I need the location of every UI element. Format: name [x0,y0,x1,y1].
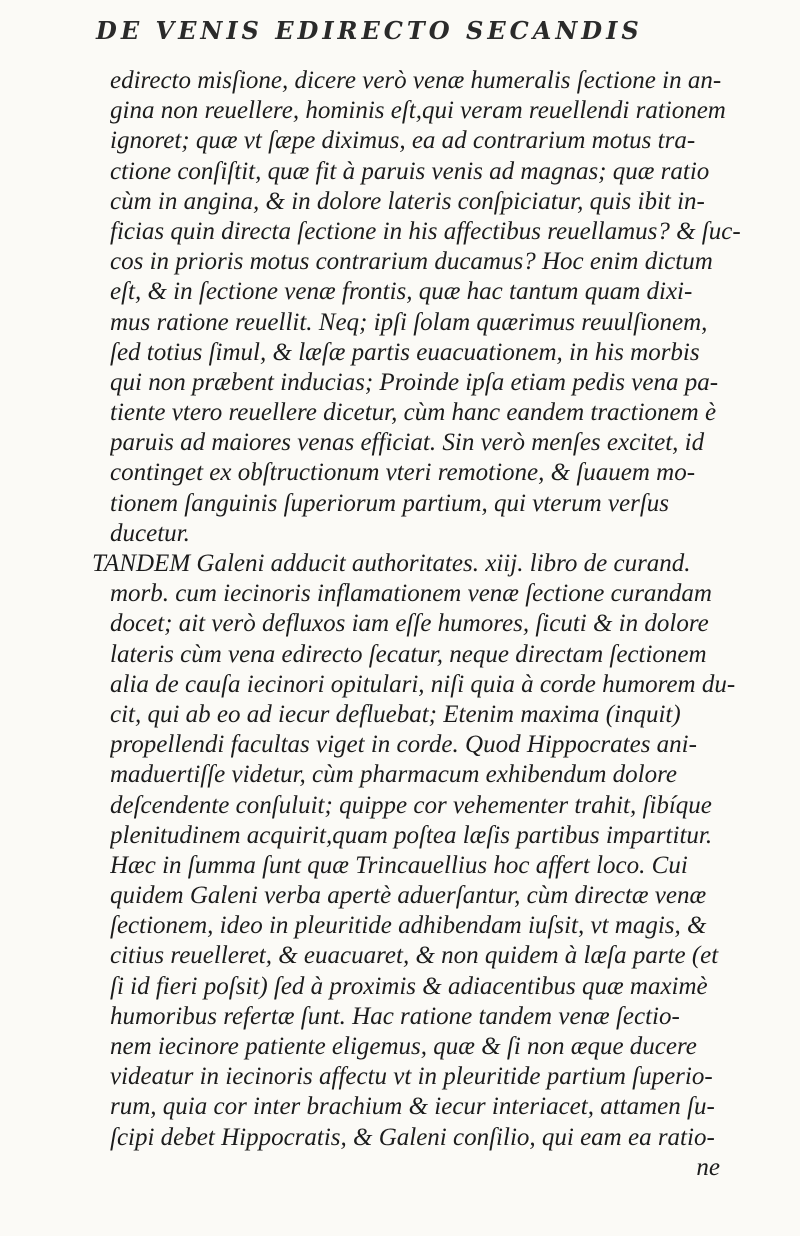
text-line: ſectionem, ideo in pleuritide adhibendam iuſsit, vt magis, & [110,912,707,940]
text-line: rum, quia cor inter brachium & iecur interiacet, attamen ſu- [110,1093,715,1121]
text-line: continget ex obſtructionum vteri remotione, & ſuauem mo- [110,459,696,487]
text-line-paragraph-start: TANDEM Galeni adducit authoritates. xiij. libro de curand. [92,550,691,577]
text-line: morb. cum iecinoris inflamationem venæ ſectione curandam [110,580,712,608]
text-line: ſed totius ſimul, & læſæ partis euacuationem, in his morbis [110,338,700,366]
text-line: ſi id fieri poſsit) ſed à proximis & adiacentibus quæ maximè [110,972,708,1000]
text-line: plenitudinem acquirit,quam poſtea læſis partibus impartitur. [110,821,713,849]
text-line: alia de cauſa iecinori opitulari, niſi quia à corde humorem du- [110,670,736,698]
catchword: ne [696,1153,720,1181]
text-line: edirecto misſione, dicere verò venæ humeralis ſectione in an- [110,67,722,94]
text-line: lateris cùm vena edirecto ſecatur, neque directam ſectionem [110,640,707,668]
text-line: mus ratione reuellit. Neq; ipſi ſolam quærimus reuulſionem, [110,308,708,336]
text-line: propellendi facultas viget in corde. Quod Hippocrates ani- [110,731,697,759]
text-line: ficias quin directa ſectione in his affectibus reuellamus? & ſuc- [110,217,741,245]
text-line: nem iecinore patiente eligemus, quæ & ſi non æque ducere [110,1033,697,1060]
text-line: tiente vtero reuellere dicetur, cùm hanc eandem tractionem è [110,399,717,427]
text-line: quidem Galeni verba apertè aduerſantur, cùm directæ venæ [110,882,707,910]
text-line: docet; ait verò defluxos iam eſſe humores, ſicuti & in dolore [110,610,709,638]
text-line: maduertiſſe videtur, cùm pharmacum exhibendum dolore [110,761,678,789]
text-line: eſt, & in ſectione venæ frontis, quæ hac tantum quam dixi- [110,278,693,306]
text-line: cùm in angina, & in dolore lateris conſpiciatur, quis ibit in- [110,187,705,215]
text-line: ſcipi debet Hippocratis, & Galeni conſilio, qui eam ea ratio- [110,1123,715,1151]
text-line: deſcendente conſuluit; quippe cor vehementer trahit, ſibíque [110,791,712,819]
text-line: videatur in iecinoris affectu vt in pleuritide partium ſuperio- [110,1063,713,1091]
text-line: gina non reuellere, hominis eſt,qui veram reuellendi rationem [110,97,726,125]
text-line: Hæc in ſumma ſunt quæ Trincauellius hoc affert loco. Cui [110,851,688,879]
text-line: cos in prioris motus contrarium ducamus? Hoc enim dictum [110,248,713,276]
text-line: ducetur. [110,519,190,547]
text-line: ctione conſiſtit, quæ fit à paruis venis ad magnas; quæ ratio [110,157,710,185]
text-line: cit, qui ab eo ad iecur defluebat; Etenim maxima (inquit) [110,700,681,728]
text-line: humoribus refertæ ſunt. Hac ratione tandem venæ ſectio- [110,1002,680,1030]
text-line: citius reuelleret, & euacuaret, & non quidem à læſa parte (et [110,942,719,970]
body-text [92,66,768,1183]
text-line: paruis ad maiores venas efficiat. Sin verò menſes excitet, id [110,429,705,457]
running-head: DE VENIS EDIRECTO SECANDIS [96,16,643,45]
text-line: tionem ſanguinis ſuperiorum partium, qui vterum verſus [110,489,669,517]
text-line: qui non præbent inducias; Proinde ipſa etiam pedis vena pa- [110,368,719,396]
text-line: ignoret; quæ vt ſæpe diximus, ea ad contrarium motus tra- [110,127,696,155]
